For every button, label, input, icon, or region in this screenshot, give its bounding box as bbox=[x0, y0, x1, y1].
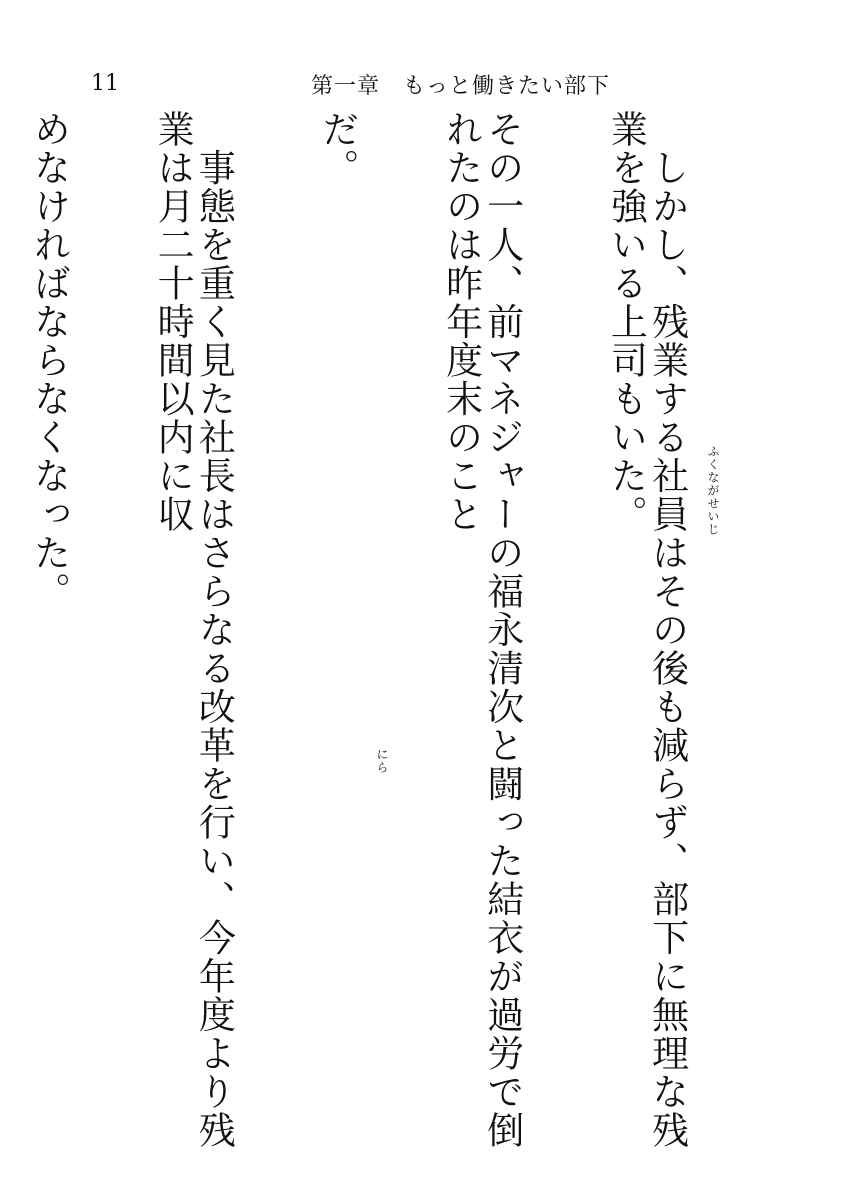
furigana-fukunaga-seiji: ふくながせいじ bbox=[706, 445, 720, 536]
text-column: 事態を重く見た社長はさらなる改革を行い、今年度より残業は月二十時間以内に収 bbox=[151, 110, 236, 1150]
body-text bbox=[27, 110, 770, 1170]
furigana-niramu: にら bbox=[375, 748, 389, 774]
page-number: 11 bbox=[91, 71, 119, 96]
text-column: その一人、前マネジャーの福永清次と闘った結衣が過労で倒れたのは昨年度末のこと bbox=[439, 110, 524, 1150]
text-column: めなければならなくなった。 bbox=[27, 110, 71, 611]
running-title: 第一章 もっと働きたい部下 bbox=[311, 74, 611, 99]
text-column: だ。 bbox=[315, 110, 359, 187]
text-column: しかし、残業する社員はその後も減らず、部下に無理な残業を強いる上司もいた。 bbox=[604, 110, 689, 1150]
